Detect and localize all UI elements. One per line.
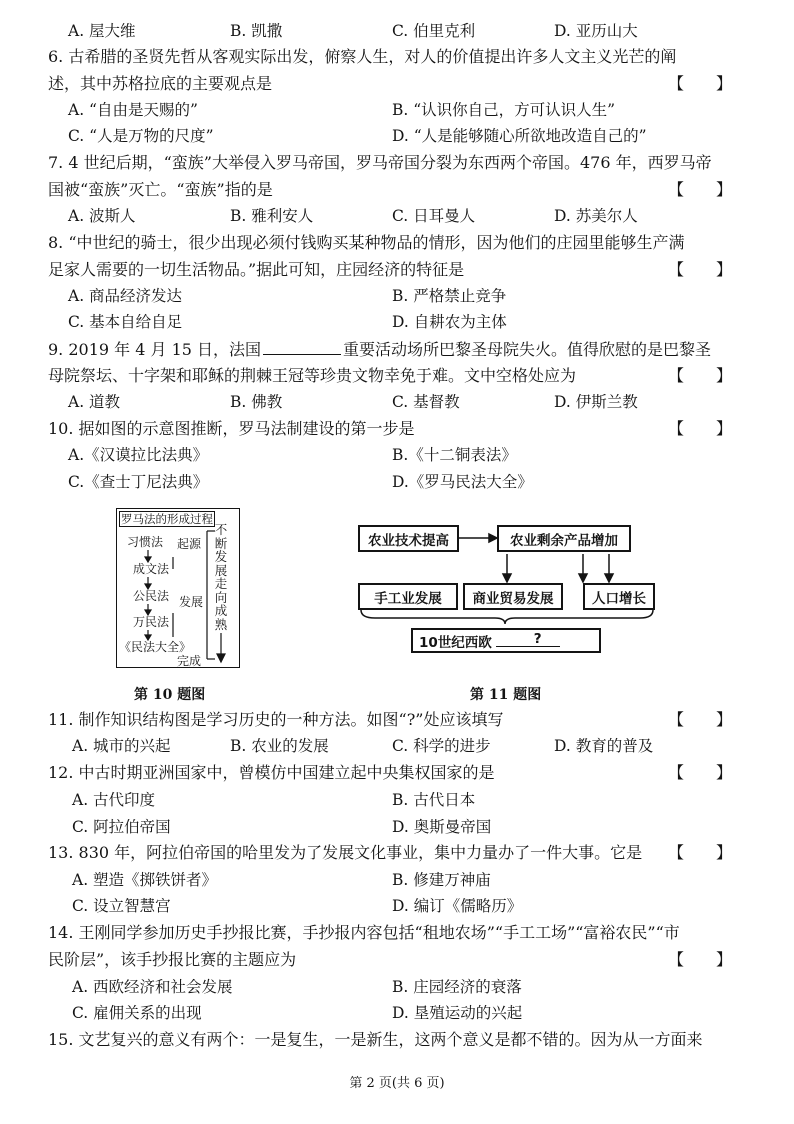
side-char-3: 发 [214, 549, 228, 564]
diagram10-title: 罗马法的形成过程 [121, 512, 213, 526]
box-agri-surplus: 农业剩余产品增加 [497, 525, 631, 552]
q7-answer-bracket: 【 】 [668, 180, 733, 199]
side-char-6: 向 [214, 589, 228, 605]
diagram10-caption: 第 10 题图 [134, 687, 206, 703]
q13-option-a: A. 塑造《掷铁饼者》 [72, 871, 218, 889]
diagram10-side-text [214, 523, 228, 631]
q9-stem-line1 [48, 339, 711, 361]
q7-stem-line2: 国被“蛮族”灭亡。“蛮族”指的是 [48, 180, 273, 199]
diagram10-stage-5: 《民法大全》 [119, 640, 192, 654]
q11-option-b: B. 农业的发展 [230, 737, 329, 755]
diagram10-phase-complete: 完成 [177, 654, 202, 668]
q14-stem-line1: 14. 王刚同学参加历史手抄报比赛，手抄报内容包括“租地农场”“手工工场”“富裕农民”“市 [48, 923, 680, 942]
q12-option-b: B. 古代日本 [392, 791, 476, 809]
q9-answer-bracket: 【 】 [668, 366, 733, 385]
q10-option-d: D.《罗马民法大全》 [392, 473, 533, 491]
q6-stem-line1: 6. 古希腊的圣贤先哲从客观实际出发，俯察人生，对人的价值提出许多人文主义光芒的阐 [48, 47, 677, 66]
q10-stem: 10. 据如图的示意图推断，罗马法制建设的第一步是 [48, 419, 415, 438]
q12-option-c: C. 阿拉伯帝国 [72, 818, 171, 836]
diagram10-stage-4: 万民法 [133, 615, 170, 629]
diagram-10 [116, 508, 240, 668]
q6-stem-line2: 述，其中苏格拉底的主要观点是 [48, 74, 273, 93]
q10-option-a: A.《汉谟拉比法典》 [68, 446, 209, 464]
box-result-blank [496, 631, 560, 647]
q10-option-b: B.《十二铜表法》 [392, 446, 517, 464]
q11-option-c: C. 科学的进步 [392, 737, 491, 755]
q8-option-b: B. 严格禁止竞争 [392, 287, 507, 305]
q8-option-c: C. 基本自给自足 [68, 313, 183, 331]
q9-option-d: D. 伊斯兰教 [554, 393, 638, 411]
q7-stem-line1: 7. 4 世纪后期，“蛮族”大举侵入罗马帝国，罗马帝国分裂为东西两个帝国。476 年，西罗马帝 [48, 153, 712, 172]
diagram-11 [355, 520, 665, 660]
q8-option-d: D. 自耕农为主体 [392, 313, 507, 331]
q5-option-d: D. 亚历山大 [554, 22, 638, 40]
q12-option-d: D. 奥斯曼帝国 [392, 818, 492, 836]
q14-option-c: C. 雇佣关系的出现 [72, 1004, 202, 1022]
side-char-8: 熟 [214, 616, 228, 632]
q9-stem-line2: 母院祭坛、十字架和耶稣的荆棘王冠等珍贵文物幸免于难。文中空格处应为 [48, 366, 577, 385]
diagram10-stage-3: 公民法 [133, 589, 170, 603]
q7-option-c: C. 日耳曼人 [392, 207, 476, 225]
q14-stem-line2: 民阶层”，该手抄报比赛的主题应为 [48, 950, 297, 969]
q11-answer-bracket: 【 】 [668, 710, 733, 729]
q7-option-d: D. 苏美尔人 [554, 207, 638, 225]
q6-option-d: D. “人是能够随心所欲地改造自己的” [392, 127, 647, 145]
q13-option-b: B. 修建万神庙 [392, 871, 491, 889]
box-result [411, 628, 601, 653]
side-char-1: 不 [214, 522, 228, 537]
q13-stem: 13. 830 年，阿拉伯帝国的哈里发为了发展文化事业，集中力量办了一件大事。它是 [48, 843, 643, 862]
q8-answer-bracket: 【 】 [668, 260, 733, 279]
q13-option-c: C. 设立智慧宫 [72, 897, 171, 915]
q5-option-a: A. 屋大维 [68, 22, 136, 40]
diagram10-phase-develop: 发展 [179, 595, 204, 609]
q6-option-b: B. “认识你自己，方可认识人生” [392, 101, 616, 119]
q6-answer-bracket: 【 】 [668, 74, 733, 93]
q12-stem: 12. 中古时期亚洲国家中，曾模仿中国建立起中央集权国家的是 [48, 763, 495, 782]
q5-option-b: B. 凯撒 [230, 22, 283, 40]
diagram10-stage-2: 成文法 [133, 562, 170, 576]
side-char-4: 展 [214, 562, 228, 578]
q11-option-d: D. 教育的普及 [554, 737, 654, 755]
diagram11-caption: 第 11 题图 [470, 687, 542, 703]
q13-answer-bracket: 【 】 [668, 843, 733, 862]
q9-option-a: A. 道教 [68, 393, 121, 411]
box-population: 人口增长 [583, 583, 655, 610]
q6-option-c: C. “人是万物的尺度” [68, 127, 214, 145]
diagram10-phase-origin: 起源 [177, 537, 202, 551]
q13-option-d: D. 编订《儒略历》 [392, 897, 523, 915]
box-commerce: 商业贸易发展 [463, 583, 563, 610]
q9-stem-part2: 重要活动场所巴黎圣母院失火。值得欣慰的是巴黎圣 [343, 340, 712, 359]
q15-stem-line1: 15. 文艺复兴的意义有两个：一是复生，一是新生，这两个意义是都不错的。因为从一方面来 [48, 1030, 703, 1049]
q14-option-a: A. 西欧经济和社会发展 [72, 978, 233, 996]
q9-stem-part1: 9. 2019 年 4 月 15 日，法国 [48, 340, 262, 359]
page-footer: 第 2 页(共 6 页) [349, 1076, 445, 1091]
q14-answer-bracket: 【 】 [668, 950, 733, 969]
side-char-2: 断 [214, 535, 228, 551]
q12-option-a: A. 古代印度 [72, 791, 156, 809]
q11-option-a: A. 城市的兴起 [72, 737, 171, 755]
q9-fill-blank [263, 340, 341, 355]
side-char-7: 成 [214, 603, 228, 618]
q5-option-c: C. 伯里克利 [392, 22, 476, 40]
q8-option-a: A. 商品经济发达 [68, 287, 183, 305]
q12-answer-bracket: 【 】 [668, 763, 733, 782]
box-result-label: 10世纪西欧 [419, 634, 492, 651]
box-result-question: ? [533, 631, 542, 647]
box-handicraft: 手工业发展 [358, 583, 458, 610]
q8-stem-line2: 足家人需要的一切生活物品。”据此可知，庄园经济的特征是 [48, 260, 465, 279]
q14-option-b: B. 庄园经济的衰落 [392, 978, 522, 996]
side-char-5: 走 [214, 576, 228, 591]
q10-option-c: C.《查士丁尼法典》 [68, 473, 209, 491]
q14-option-d: D. 垦殖运动的兴起 [392, 1004, 523, 1022]
box-agri-tech: 农业技术提高 [358, 525, 459, 552]
q9-option-b: B. 佛教 [230, 393, 283, 411]
q11-stem: 11. 制作知识结构图是学习历史的一种方法。如图“?”处应该填写 [48, 710, 504, 729]
q9-option-c: C. 基督教 [392, 393, 460, 411]
q8-stem-line1: 8. “中世纪的骑士，很少出现必须付钱购买某种物品的情形，因为他们的庄园里能够生产满 [48, 233, 685, 252]
diagram10-stage-1: 习惯法 [127, 535, 164, 549]
q7-option-a: A. 波斯人 [68, 207, 136, 225]
q10-answer-bracket: 【 】 [668, 419, 733, 438]
q6-option-a: A. “自由是天赐的” [68, 101, 198, 119]
q7-option-b: B. 雅利安人 [230, 207, 314, 225]
